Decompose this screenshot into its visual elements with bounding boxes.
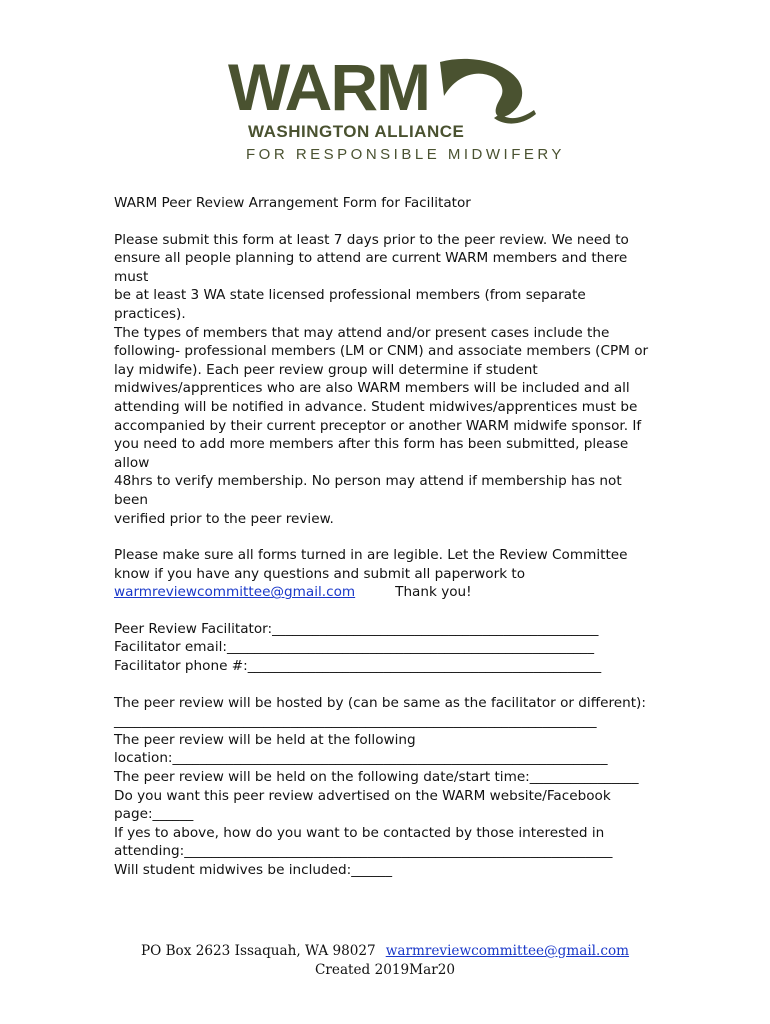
woman-profile-icon [430,56,540,126]
intro-line: verified prior to the peer review. [114,510,334,527]
logo-wordmark: WARM [228,50,429,124]
form-field-line[interactable]: The peer review will be held at the following [114,731,416,748]
intro-line: be at least 3 WA state licensed professional members (from separate practices). [114,287,586,322]
intro-line: midwives/apprentices who are also WARM members will be included and all [114,380,630,397]
intro-line: Please submit this form at least 7 days prior to the peer review. We need to [114,231,629,248]
form-body [114,194,659,880]
email-line [114,583,659,602]
form-field-line[interactable]: If yes to above, how do you want to be contacted by those interested in [114,824,605,841]
logo-line-2: FOR RESPONSIBLE MIDWIFERY [246,146,565,163]
legible-line: know if you have any questions and submit all paperwork to [114,565,526,582]
intro-line: The types of members that may attend and/or present cases include the [114,324,610,341]
form-field-line[interactable]: The peer review will be held on the following date/start time:________________ [114,769,639,786]
form-field-line[interactable]: page:______ [114,806,194,823]
form-field-line[interactable]: location:________________________________________________________________ [114,750,608,767]
intro-line: accompanied by their current preceptor or another WARM midwife sponsor. If [114,417,642,434]
footer-address: PO Box 2623 Issaquah, WA 98027 [140,943,376,959]
footer-created: Created 2019Mar20 [315,962,455,978]
legible-line: Please make sure all forms turned in are legible. Let the Review Committee [114,547,628,564]
committee-email-link[interactable]: warmreviewcommittee@gmail.com [114,584,356,601]
form-title: WARM Peer Review Arrangement Form for Facilitator [114,195,471,211]
footer-address-line [0,942,770,961]
intro-line: 48hrs to verify membership. No person may attend if membership has not been [114,473,622,508]
legible-paragraph [114,546,659,583]
form-field-line[interactable]: attending:_______________________________________________________________ [114,843,613,860]
form-field-line[interactable]: Peer Review Facilitator:________________________________________________ [114,620,599,637]
intro-line: following- professional members (LM or CNM) and associate members (CPM or [114,343,649,360]
logo-line-1: WASHINGTON ALLIANCE [248,122,465,141]
intro-line: lay midwife). Each peer review group will determine if student [114,361,538,378]
warm-logo [220,50,565,172]
intro-paragraph [114,231,659,529]
form-field-line[interactable]: _______________________________________________________________________ [114,713,597,730]
intro-line: ensure all people planning to attend are current WARM members and there must [114,250,628,285]
intro-line: attending will be notified in advance. Student midwives/apprentices must be [114,398,638,415]
form-field-line[interactable]: Do you want this peer review advertised on the WARM website/Facebook [114,787,611,804]
review-details-fields [114,694,659,880]
form-field-line[interactable]: Facilitator phone #:____________________________________________________ [114,658,602,675]
page-footer [0,942,770,980]
thank-you-text: Thank you! [395,584,472,601]
form-field-line[interactable]: Facilitator email:______________________________________________________ [114,639,595,656]
intro-line: you need to add more members after this form has been submitted, please allow [114,436,629,471]
form-field-line[interactable]: The peer review will be hosted by (can be same as the facilitator or different): [114,694,646,711]
facilitator-fields [114,620,659,676]
form-field-line[interactable]: Will student midwives be included:______ [114,862,392,878]
footer-email-link[interactable]: warmreviewcommittee@gmail.com [385,943,630,959]
